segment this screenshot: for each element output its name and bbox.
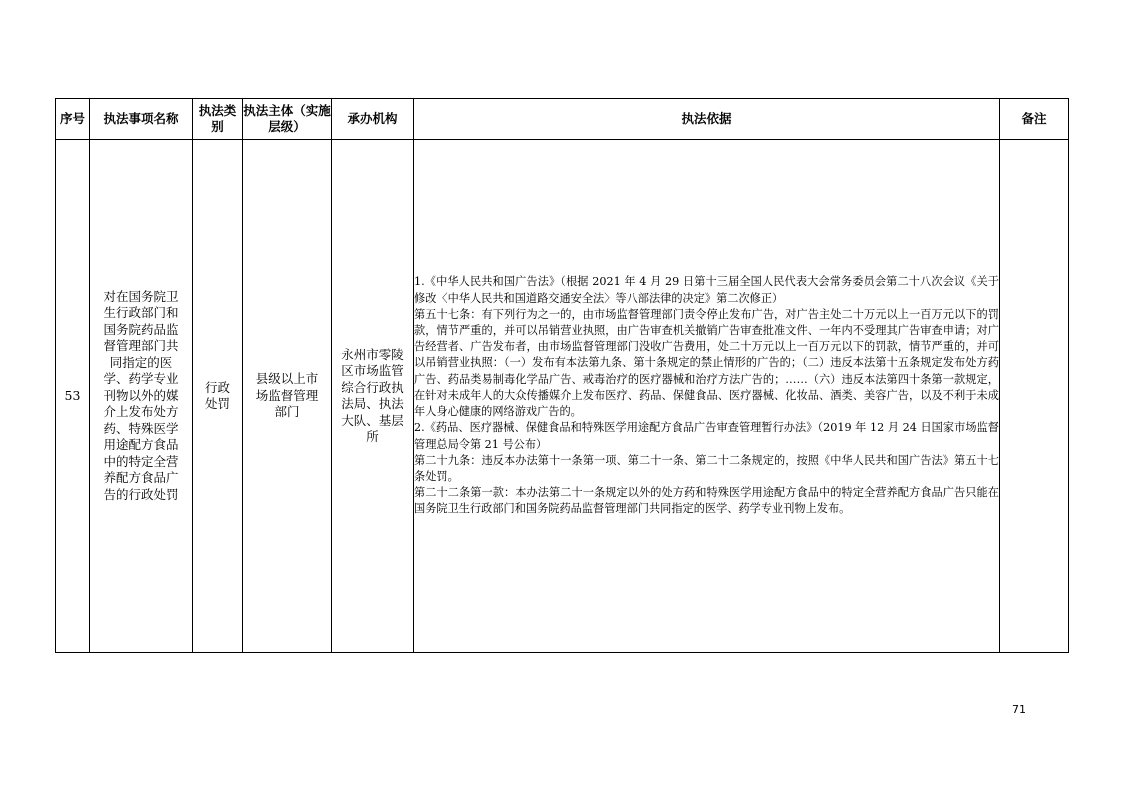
row-remark [1000,140,1069,653]
table-row [56,140,1069,653]
row-office-text: 永州市零陵区市场监管综合行政执法局、执法大队、基层所 [341,346,404,444]
row-category-text: 行政处罚 [204,379,230,411]
row-office [332,140,414,653]
row-name [90,140,193,653]
header-seq: 序号 [56,99,90,140]
header-subject: 执法主体（实施层级） [243,99,332,140]
row-basis [414,140,1000,653]
basis-paragraph: 第二十九条：违反本办法第十一条第一项、第二十一条、第二十二条规定的，按照《中华人民共和国广告法》第五十七条处罚。 [414,453,999,483]
row-name-text: 对在国务院卫生行政部门和国务院药品监督管理部门共同指定的医学、药学专业刊物以外的媒介上发布处方药、特殊医学用途配方食品中的特定全营养配方食品广告的行政处罚 [103,288,179,502]
header-name: 执法事项名称 [90,99,193,140]
header-office: 承办机构 [332,99,414,140]
enforcement-table [55,98,1069,653]
basis-paragraph: 第五十七条：有下列行为之一的，由市场监督管理部门责令停止发布广告，对广告主处二十万元以上一百万元以下的罚款，情节严重的，并可以吊销营业执照，由广告审查机关撤销广告审查批准文件、一年内不受理其广告审查申请；对广告经营者、广告发布者，由市场监督管理部门没收广告费用，处二十万元以上一百万元以下的罚款，情节严重的，并可以吊销营业执照：（一）发布有本法第九条、第十条规定的禁止情形的广告的；（二）违反本法第十五条规定发布处方药广告、药品类易制毒化学品广告、戒毒治疗的医疗器械和治疗方法广告的；……（六）违反本法第四十条第一款规定，在针对未成年人的大众传播媒介上发布医疗、药品、保健食品、医疗器械、化妆品、酒类、美容广告，以及不利于未成年人身心健康的网络游戏广告的。 [414,307,999,419]
row-subject [243,140,332,653]
row-seq: 53 [56,140,90,653]
row-category [193,140,243,653]
page-number: 71 [1012,703,1026,716]
basis-paragraph: 第二十二条第一款：本办法第二十一条规定以外的处方药和特殊医学用途配方食品中的特定全营养配方食品广告只能在国务院卫生行政部门和国务院药品监督管理部门共同指定的医学、药学专业刊物上发布。 [414,486,999,516]
header-basis: 执法依据 [414,99,1000,140]
header-row [56,99,1069,140]
header-category: 执法类别 [193,99,243,140]
basis-paragraph: 1.《中华人民共和国广告法》（根据 2021 年 4 月 29 日第十三届全国人民代表大会常务委员会第二十八次会议《关于修改〈中华人民共和国道路交通安全法〉等八部法律的决定》第二次修正） [414,275,999,305]
header-remark: 备注 [1000,99,1069,140]
row-subject-text: 县级以上市场监督管理部门 [255,371,319,420]
basis-paragraph: 2.《药品、医疗器械、保健食品和特殊医学用途配方食品广告审查管理暂行办法》（2019 年 12 月 24 日国家市场监督管理总局令第 21 号公布） [414,421,999,451]
